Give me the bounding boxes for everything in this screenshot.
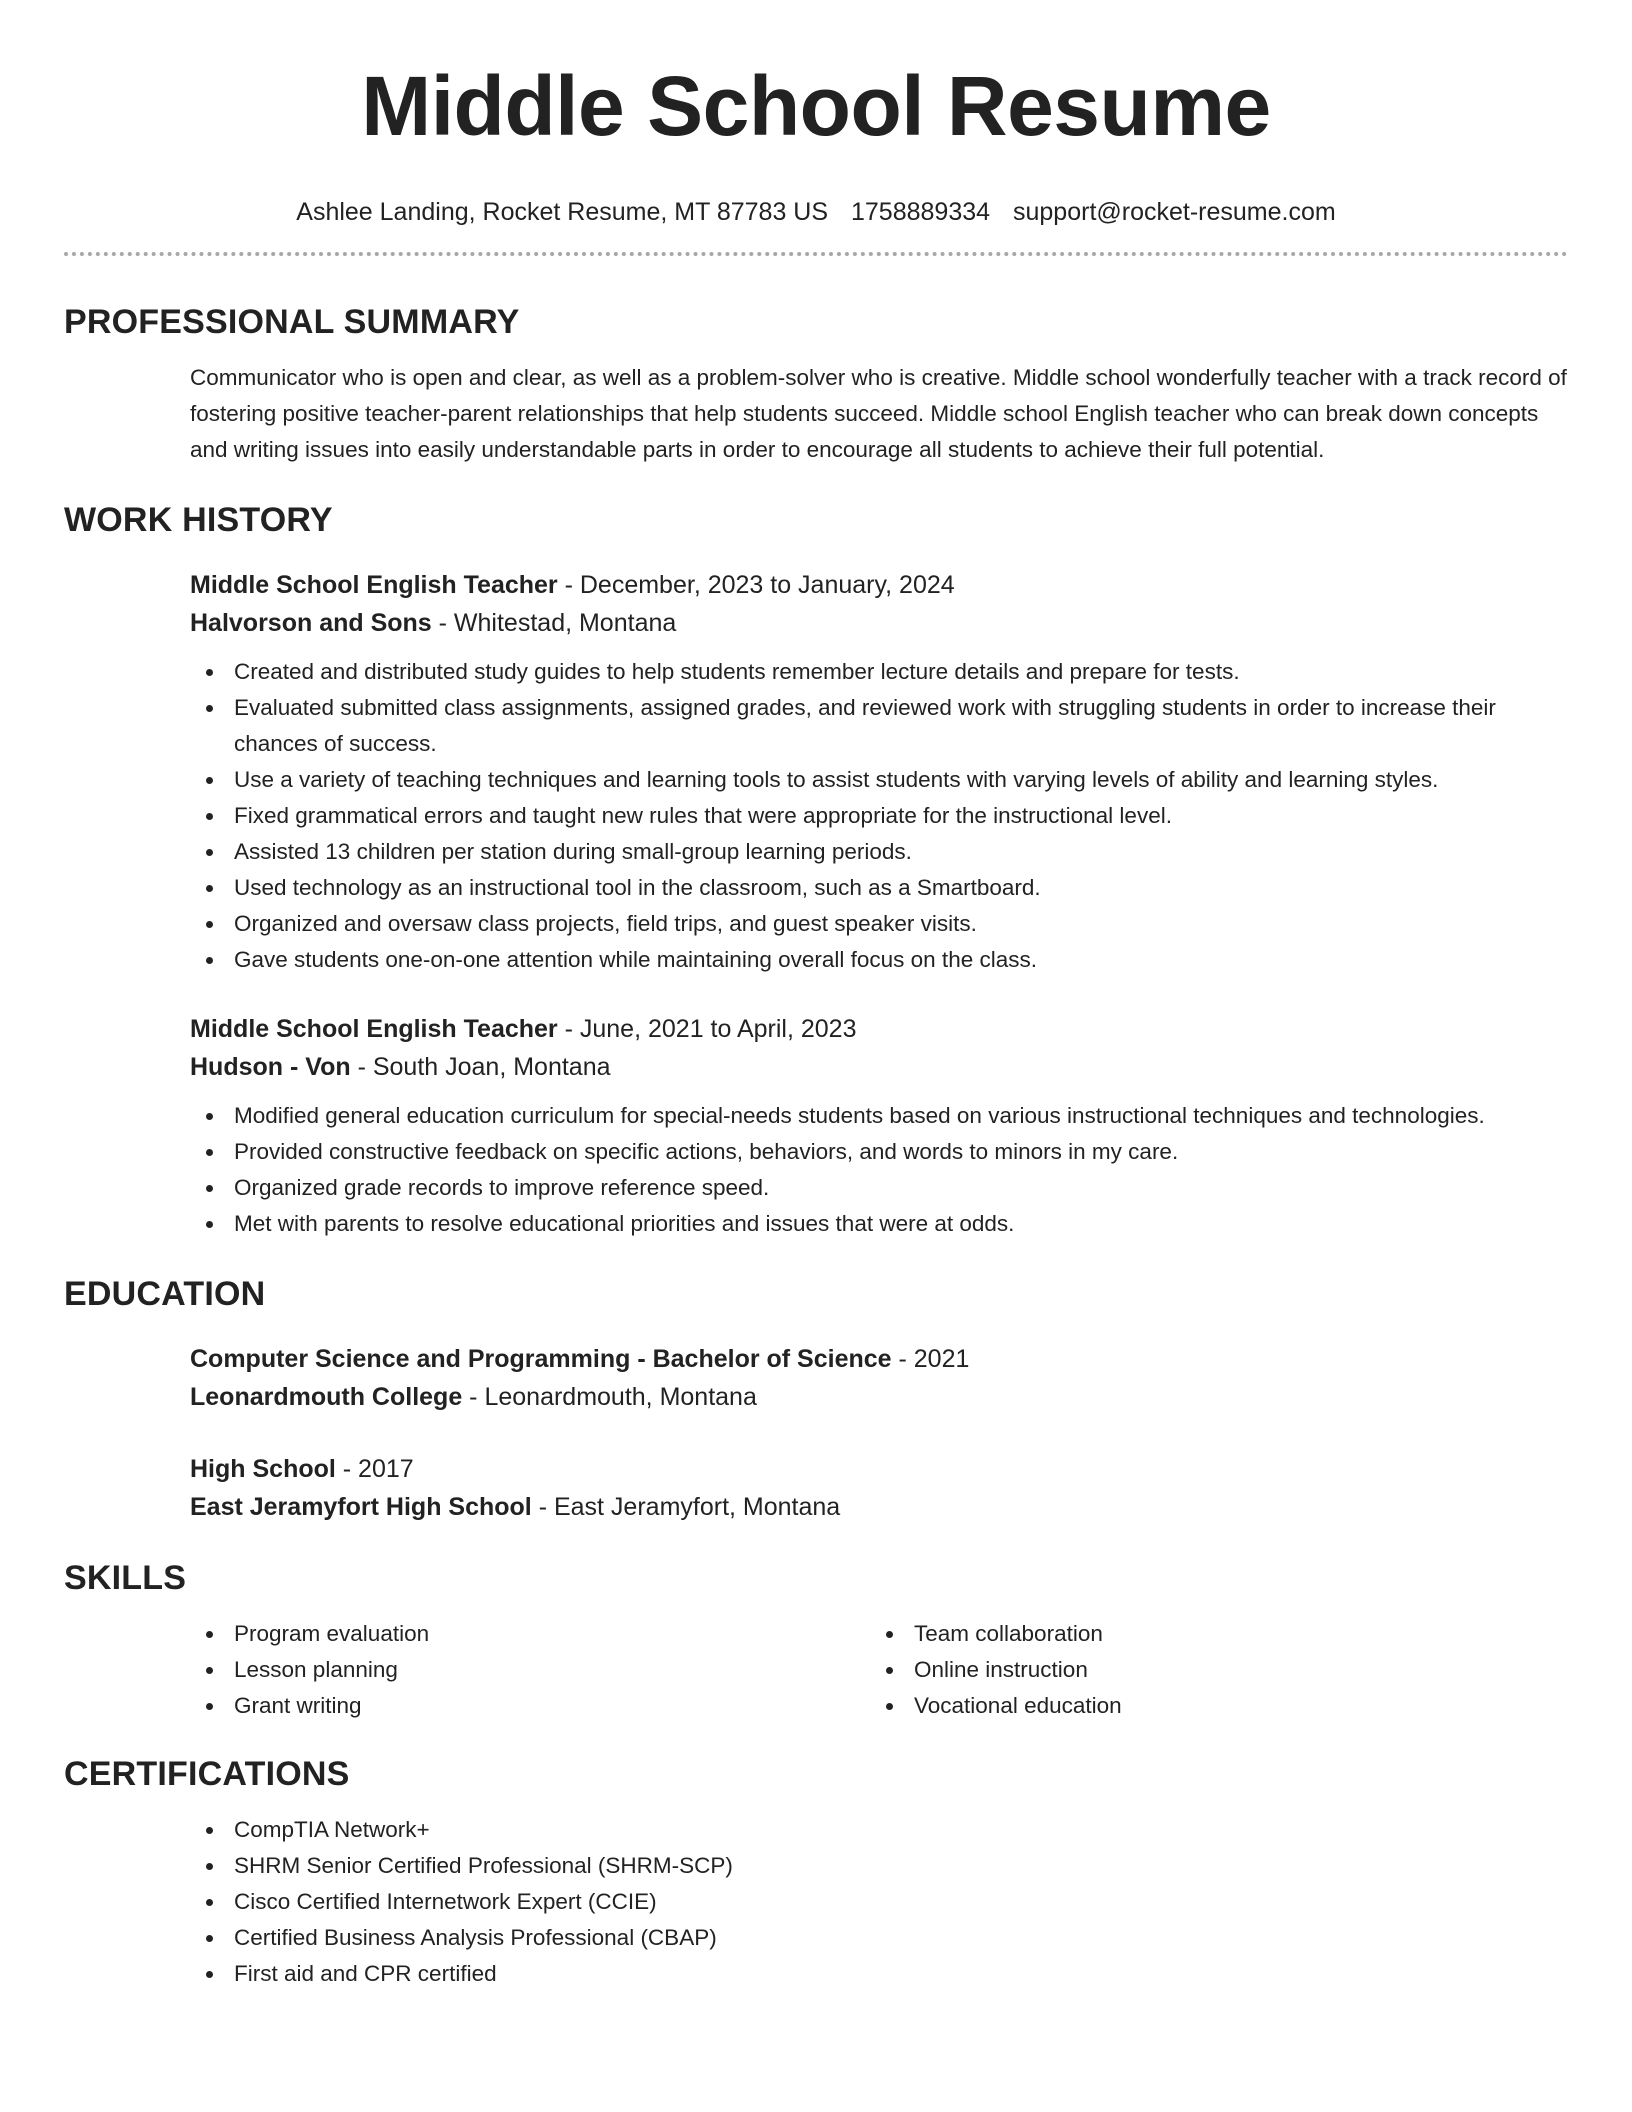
job-dates: - June, 2021 to April, 2023 bbox=[557, 1015, 857, 1043]
list-item: CompTIA Network+ bbox=[234, 1812, 1568, 1848]
degree-name: Computer Science and Programming - Bachelor of Science bbox=[190, 1345, 892, 1373]
degree-year: - 2021 bbox=[891, 1345, 970, 1373]
job-duties-list bbox=[190, 1098, 1568, 1242]
list-item: SHRM Senior Certified Professional (SHRM-SCP) bbox=[234, 1848, 1568, 1884]
header-divider bbox=[64, 252, 1568, 256]
list-item: Created and distributed study guides to help students remember lecture details and prepare for tests. bbox=[234, 654, 1568, 690]
contact-phone: 1758889334 bbox=[851, 198, 991, 226]
list-item: Fixed grammatical errors and taught new rules that were appropriate for the instructional level. bbox=[234, 798, 1568, 834]
degree-line bbox=[190, 1450, 1568, 1488]
job-dates: - December, 2023 to January, 2024 bbox=[557, 571, 955, 599]
list-item: Used technology as an instructional tool in the classroom, such as a Smartboard. bbox=[234, 870, 1568, 906]
contact-info bbox=[64, 194, 1568, 230]
job-company-line bbox=[190, 604, 1568, 642]
skills-column-right bbox=[870, 1616, 1550, 1724]
skills-column-left bbox=[190, 1616, 870, 1724]
list-item: Grant writing bbox=[234, 1688, 870, 1724]
contact-address: Ashlee Landing, Rocket Resume, MT 87783 US bbox=[296, 198, 829, 226]
job-entry bbox=[190, 566, 1568, 978]
school-line bbox=[190, 1378, 1568, 1416]
list-item: Assisted 13 children per station during small-group learning periods. bbox=[234, 834, 1568, 870]
list-item: Online instruction bbox=[914, 1652, 1550, 1688]
summary-text: Communicator who is open and clear, as well as a problem-solver who is creative. Middle school wonderfully teacher with a track record of fostering positive teacher-parent relationships that help students succeed. Middle school English teacher who can break down concepts and writing issues into easily understandable parts in order to encourage all students to achieve their full potential. bbox=[190, 365, 1567, 462]
job-location: - Whitestad, Montana bbox=[431, 609, 677, 637]
list-item: Evaluated submitted class assignments, assigned grades, and reviewed work with struggling students in order to increase their chances of success. bbox=[234, 690, 1568, 762]
list-item: Team collaboration bbox=[914, 1616, 1550, 1652]
summary-section bbox=[64, 300, 1568, 468]
certifications-heading: CERTIFICATIONS bbox=[64, 1755, 350, 1793]
school-name: Leonardmouth College bbox=[190, 1383, 463, 1411]
job-company: Hudson - Von bbox=[190, 1053, 351, 1081]
list-item: First aid and CPR certified bbox=[234, 1956, 1568, 1992]
resume-title: Middle School Resume bbox=[361, 59, 1271, 153]
education-section bbox=[64, 1272, 1568, 1526]
job-duties-list bbox=[190, 654, 1568, 978]
skills-grid bbox=[190, 1616, 1568, 1724]
list-item: Gave students one-on-one attention while maintaining overall focus on the class. bbox=[234, 942, 1568, 978]
skills-heading: SKILLS bbox=[64, 1559, 187, 1597]
work-history-heading: WORK HISTORY bbox=[64, 501, 333, 539]
school-location: - Leonardmouth, Montana bbox=[462, 1383, 757, 1411]
job-company-line bbox=[190, 1048, 1568, 1086]
education-heading: EDUCATION bbox=[64, 1275, 266, 1313]
job-title-line bbox=[190, 566, 1568, 604]
list-item: Provided constructive feedback on specific actions, behaviors, and words to minors in my care. bbox=[234, 1134, 1568, 1170]
school-location: - East Jeramyfort, Montana bbox=[531, 1493, 841, 1521]
degree-line bbox=[190, 1340, 1568, 1378]
summary-heading: PROFESSIONAL SUMMARY bbox=[64, 303, 520, 341]
education-entry bbox=[190, 1450, 1568, 1526]
list-item: Organized and oversaw class projects, field trips, and guest speaker visits. bbox=[234, 906, 1568, 942]
degree-year: - 2017 bbox=[335, 1455, 414, 1483]
job-title: Middle School English Teacher bbox=[190, 571, 558, 599]
list-item: Modified general education curriculum for special-needs students based on various instructional techniques and technologies. bbox=[234, 1098, 1568, 1134]
job-entry bbox=[190, 1010, 1568, 1242]
skills-list bbox=[190, 1616, 870, 1724]
skills-section bbox=[64, 1556, 1568, 1724]
degree-name: High School bbox=[190, 1455, 336, 1483]
list-item: Met with parents to resolve educational priorities and issues that were at odds. bbox=[234, 1206, 1568, 1242]
certifications-list bbox=[190, 1812, 1568, 1992]
contact-email[interactable]: support@rocket-resume.com bbox=[1013, 198, 1336, 226]
resume-page bbox=[64, 0, 1568, 2112]
list-item: Organized grade records to improve reference speed. bbox=[234, 1170, 1568, 1206]
job-title: Middle School English Teacher bbox=[190, 1015, 558, 1043]
list-item: Cisco Certified Internetwork Expert (CCIE) bbox=[234, 1884, 1568, 1920]
certifications-section bbox=[64, 1752, 1568, 1992]
list-item: Program evaluation bbox=[234, 1616, 870, 1652]
school-name: East Jeramyfort High School bbox=[190, 1493, 532, 1521]
list-item: Use a variety of teaching techniques and learning tools to assist students with varying levels of ability and learning styles. bbox=[234, 762, 1568, 798]
education-entry bbox=[190, 1340, 1568, 1416]
list-item: Lesson planning bbox=[234, 1652, 870, 1688]
work-history-section bbox=[64, 498, 1568, 1242]
list-item: Vocational education bbox=[914, 1688, 1550, 1724]
job-title-line bbox=[190, 1010, 1568, 1048]
skills-list bbox=[870, 1616, 1550, 1724]
school-line bbox=[190, 1488, 1568, 1526]
job-location: - South Joan, Montana bbox=[350, 1053, 611, 1081]
job-company: Halvorson and Sons bbox=[190, 609, 432, 637]
list-item: Certified Business Analysis Professional (CBAP) bbox=[234, 1920, 1568, 1956]
